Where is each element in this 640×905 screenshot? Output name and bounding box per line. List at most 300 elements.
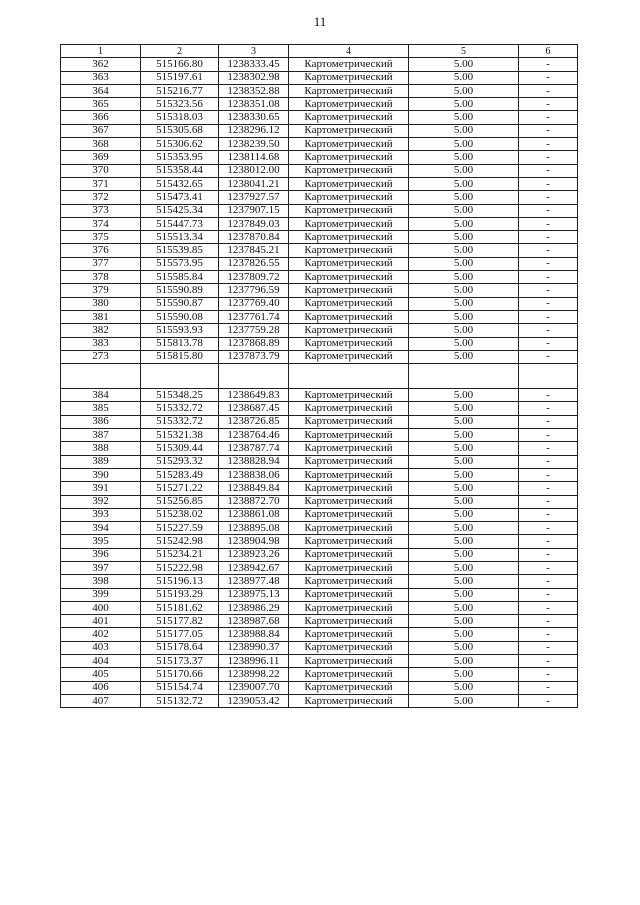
- note-cell: -: [519, 615, 578, 628]
- x-coordinate-cell: 515238.02: [141, 508, 219, 521]
- x-coordinate-cell: 515815.80: [141, 350, 219, 363]
- point-number-cell: 406: [61, 681, 141, 694]
- accuracy-cell: 5.00: [409, 628, 519, 641]
- table-row: [61, 164, 578, 177]
- note-cell: -: [519, 429, 578, 442]
- y-coordinate-cell: 1238872.70: [219, 495, 289, 508]
- accuracy-cell: 5.00: [409, 231, 519, 244]
- y-coordinate-cell: [219, 364, 289, 389]
- method-cell: Картометрический: [289, 204, 409, 217]
- y-coordinate-cell: 1238861.08: [219, 508, 289, 521]
- method-cell: Картометрический: [289, 561, 409, 574]
- y-coordinate-cell: 1238838.06: [219, 468, 289, 481]
- point-number-cell: 386: [61, 415, 141, 428]
- point-number-cell: 396: [61, 548, 141, 561]
- note-cell: -: [519, 111, 578, 124]
- accuracy-cell: 5.00: [409, 508, 519, 521]
- method-cell: Картометрический: [289, 244, 409, 257]
- accuracy-cell: 5.00: [409, 124, 519, 137]
- table-row: [61, 495, 578, 508]
- accuracy-cell: 5.00: [409, 402, 519, 415]
- table-row: [61, 455, 578, 468]
- note-cell: -: [519, 151, 578, 164]
- note-cell: -: [519, 84, 578, 97]
- y-coordinate-cell: 1238998.22: [219, 668, 289, 681]
- table-row: [61, 138, 578, 151]
- column-header: 3: [219, 45, 289, 58]
- x-coordinate-cell: 515447.73: [141, 217, 219, 230]
- x-coordinate-cell: 515170.66: [141, 668, 219, 681]
- point-number-cell: 398: [61, 575, 141, 588]
- note-cell: -: [519, 138, 578, 151]
- y-coordinate-cell: 1238904.98: [219, 535, 289, 548]
- y-coordinate-cell: 1238977.48: [219, 575, 289, 588]
- y-coordinate-cell: 1238975.13: [219, 588, 289, 601]
- note-cell: -: [519, 561, 578, 574]
- x-coordinate-cell: 515305.68: [141, 124, 219, 137]
- x-coordinate-cell: 515283.49: [141, 468, 219, 481]
- table-row: [61, 615, 578, 628]
- point-number-cell: 407: [61, 694, 141, 707]
- method-cell: Картометрический: [289, 271, 409, 284]
- point-number-cell: 393: [61, 508, 141, 521]
- point-number-cell: 397: [61, 561, 141, 574]
- method-cell: Картометрический: [289, 455, 409, 468]
- method-cell: Картометрический: [289, 668, 409, 681]
- table-row: [61, 655, 578, 668]
- method-cell: Картометрический: [289, 297, 409, 310]
- accuracy-cell: 5.00: [409, 601, 519, 614]
- table-row: [61, 84, 578, 97]
- point-number-cell: 369: [61, 151, 141, 164]
- method-cell: Картометрический: [289, 415, 409, 428]
- table-row: [61, 98, 578, 111]
- point-number-cell: 399: [61, 588, 141, 601]
- accuracy-cell: 5.00: [409, 561, 519, 574]
- method-cell: Картометрический: [289, 655, 409, 668]
- note-cell: -: [519, 694, 578, 707]
- table-row: [61, 204, 578, 217]
- method-cell: Картометрический: [289, 442, 409, 455]
- y-coordinate-cell: 1237873.79: [219, 350, 289, 363]
- accuracy-cell: 5.00: [409, 177, 519, 190]
- y-coordinate-cell: 1237759.28: [219, 324, 289, 337]
- method-cell: Картометрический: [289, 310, 409, 323]
- table-row: [61, 694, 578, 707]
- x-coordinate-cell: 515348.25: [141, 389, 219, 402]
- y-coordinate-cell: 1238849.84: [219, 482, 289, 495]
- x-coordinate-cell: 515306.62: [141, 138, 219, 151]
- note-cell: -: [519, 628, 578, 641]
- method-cell: Картометрический: [289, 548, 409, 561]
- table-row: [61, 231, 578, 244]
- table-row: [61, 468, 578, 481]
- accuracy-cell: 5.00: [409, 204, 519, 217]
- method-cell: Картометрический: [289, 628, 409, 641]
- y-coordinate-cell: 1238041.21: [219, 177, 289, 190]
- method-cell: Картометрический: [289, 482, 409, 495]
- note-cell: -: [519, 601, 578, 614]
- method-cell: Картометрический: [289, 350, 409, 363]
- coordinates-table: [60, 44, 578, 708]
- note-cell: -: [519, 415, 578, 428]
- point-number-cell: 394: [61, 522, 141, 535]
- method-cell: Картометрический: [289, 681, 409, 694]
- y-coordinate-cell: 1238649.83: [219, 389, 289, 402]
- accuracy-cell: 5.00: [409, 98, 519, 111]
- accuracy-cell: 5.00: [409, 84, 519, 97]
- table-row: [61, 601, 578, 614]
- method-cell: Картометрический: [289, 217, 409, 230]
- table-row: [61, 337, 578, 350]
- table-row: [61, 257, 578, 270]
- column-header: 5: [409, 45, 519, 58]
- point-number-cell: 363: [61, 71, 141, 84]
- x-coordinate-cell: 515513.34: [141, 231, 219, 244]
- note-cell: -: [519, 455, 578, 468]
- table-row: [61, 350, 578, 363]
- column-header: 6: [519, 45, 578, 58]
- x-coordinate-cell: 515323.56: [141, 98, 219, 111]
- table-row: [61, 111, 578, 124]
- accuracy-cell: [409, 364, 519, 389]
- column-header: 4: [289, 45, 409, 58]
- note-cell: -: [519, 244, 578, 257]
- accuracy-cell: 5.00: [409, 138, 519, 151]
- accuracy-cell: 5.00: [409, 324, 519, 337]
- x-coordinate-cell: 515177.82: [141, 615, 219, 628]
- accuracy-cell: 5.00: [409, 535, 519, 548]
- point-number-cell: 390: [61, 468, 141, 481]
- y-coordinate-cell: 1238114.68: [219, 151, 289, 164]
- point-number-cell: 395: [61, 535, 141, 548]
- note-cell: -: [519, 177, 578, 190]
- note-cell: -: [519, 71, 578, 84]
- point-number-cell: 367: [61, 124, 141, 137]
- y-coordinate-cell: 1238996.11: [219, 655, 289, 668]
- point-number-cell: 362: [61, 58, 141, 71]
- point-number-cell: 376: [61, 244, 141, 257]
- x-coordinate-cell: 515178.64: [141, 641, 219, 654]
- table-row: [61, 561, 578, 574]
- point-number-cell: 368: [61, 138, 141, 151]
- table-row: [61, 389, 578, 402]
- table-row: [61, 124, 578, 137]
- note-cell: -: [519, 468, 578, 481]
- point-number-cell: 273: [61, 350, 141, 363]
- note-cell: -: [519, 668, 578, 681]
- y-coordinate-cell: 1238988.84: [219, 628, 289, 641]
- y-coordinate-cell: 1237826.55: [219, 257, 289, 270]
- note-cell: -: [519, 204, 578, 217]
- method-cell: Картометрический: [289, 615, 409, 628]
- method-cell: Картометрический: [289, 402, 409, 415]
- note-cell: -: [519, 402, 578, 415]
- accuracy-cell: 5.00: [409, 244, 519, 257]
- table-row: [61, 588, 578, 601]
- method-cell: Картометрический: [289, 429, 409, 442]
- note-cell: -: [519, 231, 578, 244]
- note-cell: -: [519, 350, 578, 363]
- table-row: [61, 681, 578, 694]
- y-coordinate-cell: 1237796.59: [219, 284, 289, 297]
- x-coordinate-cell: 515271.22: [141, 482, 219, 495]
- table-row: [61, 217, 578, 230]
- y-coordinate-cell: 1237761.74: [219, 310, 289, 323]
- y-coordinate-cell: 1238942.67: [219, 561, 289, 574]
- method-cell: Картометрический: [289, 164, 409, 177]
- method-cell: Картометрический: [289, 231, 409, 244]
- x-coordinate-cell: 515432.65: [141, 177, 219, 190]
- x-coordinate-cell: 515353.95: [141, 151, 219, 164]
- x-coordinate-cell: 515173.37: [141, 655, 219, 668]
- table-row: [61, 628, 578, 641]
- table-row: [61, 244, 578, 257]
- method-cell: Картометрический: [289, 84, 409, 97]
- note-cell: -: [519, 655, 578, 668]
- accuracy-cell: 5.00: [409, 588, 519, 601]
- point-number-cell: 378: [61, 271, 141, 284]
- accuracy-cell: 5.00: [409, 151, 519, 164]
- y-coordinate-cell: 1239053.42: [219, 694, 289, 707]
- accuracy-cell: 5.00: [409, 455, 519, 468]
- accuracy-cell: 5.00: [409, 668, 519, 681]
- x-coordinate-cell: 515197.61: [141, 71, 219, 84]
- accuracy-cell: 5.00: [409, 297, 519, 310]
- note-cell: -: [519, 442, 578, 455]
- x-coordinate-cell: [141, 364, 219, 389]
- method-cell: Картометрический: [289, 601, 409, 614]
- point-number-cell: 382: [61, 324, 141, 337]
- method-cell: Картометрический: [289, 58, 409, 71]
- accuracy-cell: 5.00: [409, 522, 519, 535]
- x-coordinate-cell: 515132.72: [141, 694, 219, 707]
- x-coordinate-cell: 515242.98: [141, 535, 219, 548]
- y-coordinate-cell: 1238333.45: [219, 58, 289, 71]
- point-number-cell: 389: [61, 455, 141, 468]
- accuracy-cell: 5.00: [409, 217, 519, 230]
- accuracy-cell: 5.00: [409, 257, 519, 270]
- y-coordinate-cell: 1237907.15: [219, 204, 289, 217]
- point-number-cell: 366: [61, 111, 141, 124]
- y-coordinate-cell: 1238828.94: [219, 455, 289, 468]
- point-number-cell: 401: [61, 615, 141, 628]
- note-cell: -: [519, 217, 578, 230]
- note-cell: -: [519, 337, 578, 350]
- x-coordinate-cell: 515234.21: [141, 548, 219, 561]
- point-number-cell: [61, 364, 141, 389]
- accuracy-cell: 5.00: [409, 694, 519, 707]
- note-cell: -: [519, 535, 578, 548]
- y-coordinate-cell: 1238302.98: [219, 71, 289, 84]
- x-coordinate-cell: 515181.62: [141, 601, 219, 614]
- y-coordinate-cell: 1238351.08: [219, 98, 289, 111]
- method-cell: Картометрический: [289, 124, 409, 137]
- note-cell: -: [519, 310, 578, 323]
- accuracy-cell: 5.00: [409, 191, 519, 204]
- method-cell: Картометрический: [289, 575, 409, 588]
- x-coordinate-cell: 515425.34: [141, 204, 219, 217]
- x-coordinate-cell: 515309.44: [141, 442, 219, 455]
- point-number-cell: 392: [61, 495, 141, 508]
- x-coordinate-cell: 515358.44: [141, 164, 219, 177]
- y-coordinate-cell: 1237809.72: [219, 271, 289, 284]
- point-number-cell: 374: [61, 217, 141, 230]
- method-cell: Картометрический: [289, 324, 409, 337]
- x-coordinate-cell: 515332.72: [141, 402, 219, 415]
- method-cell: Картометрический: [289, 98, 409, 111]
- x-coordinate-cell: 515539.85: [141, 244, 219, 257]
- method-cell: Картометрический: [289, 522, 409, 535]
- point-number-cell: 375: [61, 231, 141, 244]
- method-cell: Картометрический: [289, 257, 409, 270]
- x-coordinate-cell: 515321.38: [141, 429, 219, 442]
- y-coordinate-cell: 1238895.08: [219, 522, 289, 535]
- x-coordinate-cell: 515318.03: [141, 111, 219, 124]
- accuracy-cell: 5.00: [409, 468, 519, 481]
- method-cell: Картометрический: [289, 694, 409, 707]
- point-number-cell: 365: [61, 98, 141, 111]
- accuracy-cell: 5.00: [409, 350, 519, 363]
- x-coordinate-cell: 515585.84: [141, 271, 219, 284]
- table-header-row: [61, 45, 578, 58]
- y-coordinate-cell: 1238239.50: [219, 138, 289, 151]
- method-cell: Картометрический: [289, 389, 409, 402]
- note-cell: -: [519, 495, 578, 508]
- point-number-cell: 387: [61, 429, 141, 442]
- point-number-cell: 404: [61, 655, 141, 668]
- point-number-cell: 385: [61, 402, 141, 415]
- note-cell: -: [519, 681, 578, 694]
- x-coordinate-cell: 515332.72: [141, 415, 219, 428]
- x-coordinate-cell: 515154.74: [141, 681, 219, 694]
- x-coordinate-cell: 515590.08: [141, 310, 219, 323]
- accuracy-cell: 5.00: [409, 310, 519, 323]
- table-row: [61, 151, 578, 164]
- note-cell: -: [519, 641, 578, 654]
- note-cell: -: [519, 191, 578, 204]
- accuracy-cell: 5.00: [409, 415, 519, 428]
- note-cell: -: [519, 257, 578, 270]
- method-cell: Картометрический: [289, 284, 409, 297]
- table-row: [61, 522, 578, 535]
- point-number-cell: 373: [61, 204, 141, 217]
- y-coordinate-cell: 1238687.45: [219, 402, 289, 415]
- accuracy-cell: 5.00: [409, 615, 519, 628]
- accuracy-cell: 5.00: [409, 655, 519, 668]
- method-cell: Картометрический: [289, 138, 409, 151]
- accuracy-cell: 5.00: [409, 271, 519, 284]
- note-cell: -: [519, 271, 578, 284]
- method-cell: Картометрический: [289, 151, 409, 164]
- y-coordinate-cell: 1238352.88: [219, 84, 289, 97]
- note-cell: -: [519, 575, 578, 588]
- note-cell: -: [519, 324, 578, 337]
- table-row: [61, 482, 578, 495]
- table-row: [61, 284, 578, 297]
- accuracy-cell: 5.00: [409, 337, 519, 350]
- x-coordinate-cell: 515473.41: [141, 191, 219, 204]
- accuracy-cell: 5.00: [409, 548, 519, 561]
- table-row: [61, 58, 578, 71]
- accuracy-cell: 5.00: [409, 442, 519, 455]
- note-cell: -: [519, 588, 578, 601]
- method-cell: Картометрический: [289, 535, 409, 548]
- method-cell: Картометрический: [289, 111, 409, 124]
- table-row: [61, 364, 578, 389]
- point-number-cell: 379: [61, 284, 141, 297]
- point-number-cell: 371: [61, 177, 141, 190]
- y-coordinate-cell: 1237849.03: [219, 217, 289, 230]
- table-row: [61, 575, 578, 588]
- column-header: 2: [141, 45, 219, 58]
- table-row: [61, 310, 578, 323]
- accuracy-cell: 5.00: [409, 284, 519, 297]
- y-coordinate-cell: 1238990.37: [219, 641, 289, 654]
- y-coordinate-cell: 1239007.70: [219, 681, 289, 694]
- x-coordinate-cell: 515196.13: [141, 575, 219, 588]
- point-number-cell: 383: [61, 337, 141, 350]
- accuracy-cell: 5.00: [409, 71, 519, 84]
- y-coordinate-cell: 1237769.40: [219, 297, 289, 310]
- table-row: [61, 548, 578, 561]
- table-row: [61, 668, 578, 681]
- table-row: [61, 271, 578, 284]
- method-cell: Картометрический: [289, 495, 409, 508]
- note-cell: -: [519, 58, 578, 71]
- point-number-cell: 370: [61, 164, 141, 177]
- table-row: [61, 415, 578, 428]
- y-coordinate-cell: 1238764.46: [219, 429, 289, 442]
- y-coordinate-cell: 1238330.65: [219, 111, 289, 124]
- point-number-cell: 403: [61, 641, 141, 654]
- x-coordinate-cell: 515177.05: [141, 628, 219, 641]
- y-coordinate-cell: 1237927.57: [219, 191, 289, 204]
- table-row: [61, 191, 578, 204]
- accuracy-cell: 5.00: [409, 111, 519, 124]
- point-number-cell: 402: [61, 628, 141, 641]
- table-row: [61, 71, 578, 84]
- point-number-cell: 388: [61, 442, 141, 455]
- y-coordinate-cell: 1238987.68: [219, 615, 289, 628]
- y-coordinate-cell: 1237845.21: [219, 244, 289, 257]
- page-number: 11: [313, 14, 327, 29]
- y-coordinate-cell: 1237870.84: [219, 231, 289, 244]
- accuracy-cell: 5.00: [409, 681, 519, 694]
- note-cell: [519, 364, 578, 389]
- x-coordinate-cell: 515293.32: [141, 455, 219, 468]
- x-coordinate-cell: 515166.80: [141, 58, 219, 71]
- x-coordinate-cell: 515573.95: [141, 257, 219, 270]
- x-coordinate-cell: 515590.89: [141, 284, 219, 297]
- accuracy-cell: 5.00: [409, 482, 519, 495]
- x-coordinate-cell: 515256.85: [141, 495, 219, 508]
- accuracy-cell: 5.00: [409, 429, 519, 442]
- x-coordinate-cell: 515590.87: [141, 297, 219, 310]
- table-body: [61, 58, 578, 708]
- note-cell: -: [519, 508, 578, 521]
- x-coordinate-cell: 515216.77: [141, 84, 219, 97]
- point-number-cell: 380: [61, 297, 141, 310]
- point-number-cell: 372: [61, 191, 141, 204]
- point-number-cell: 400: [61, 601, 141, 614]
- method-cell: Картометрический: [289, 588, 409, 601]
- method-cell: [289, 364, 409, 389]
- y-coordinate-cell: 1238012.00: [219, 164, 289, 177]
- table-row: [61, 641, 578, 654]
- note-cell: -: [519, 548, 578, 561]
- x-coordinate-cell: 515193.29: [141, 588, 219, 601]
